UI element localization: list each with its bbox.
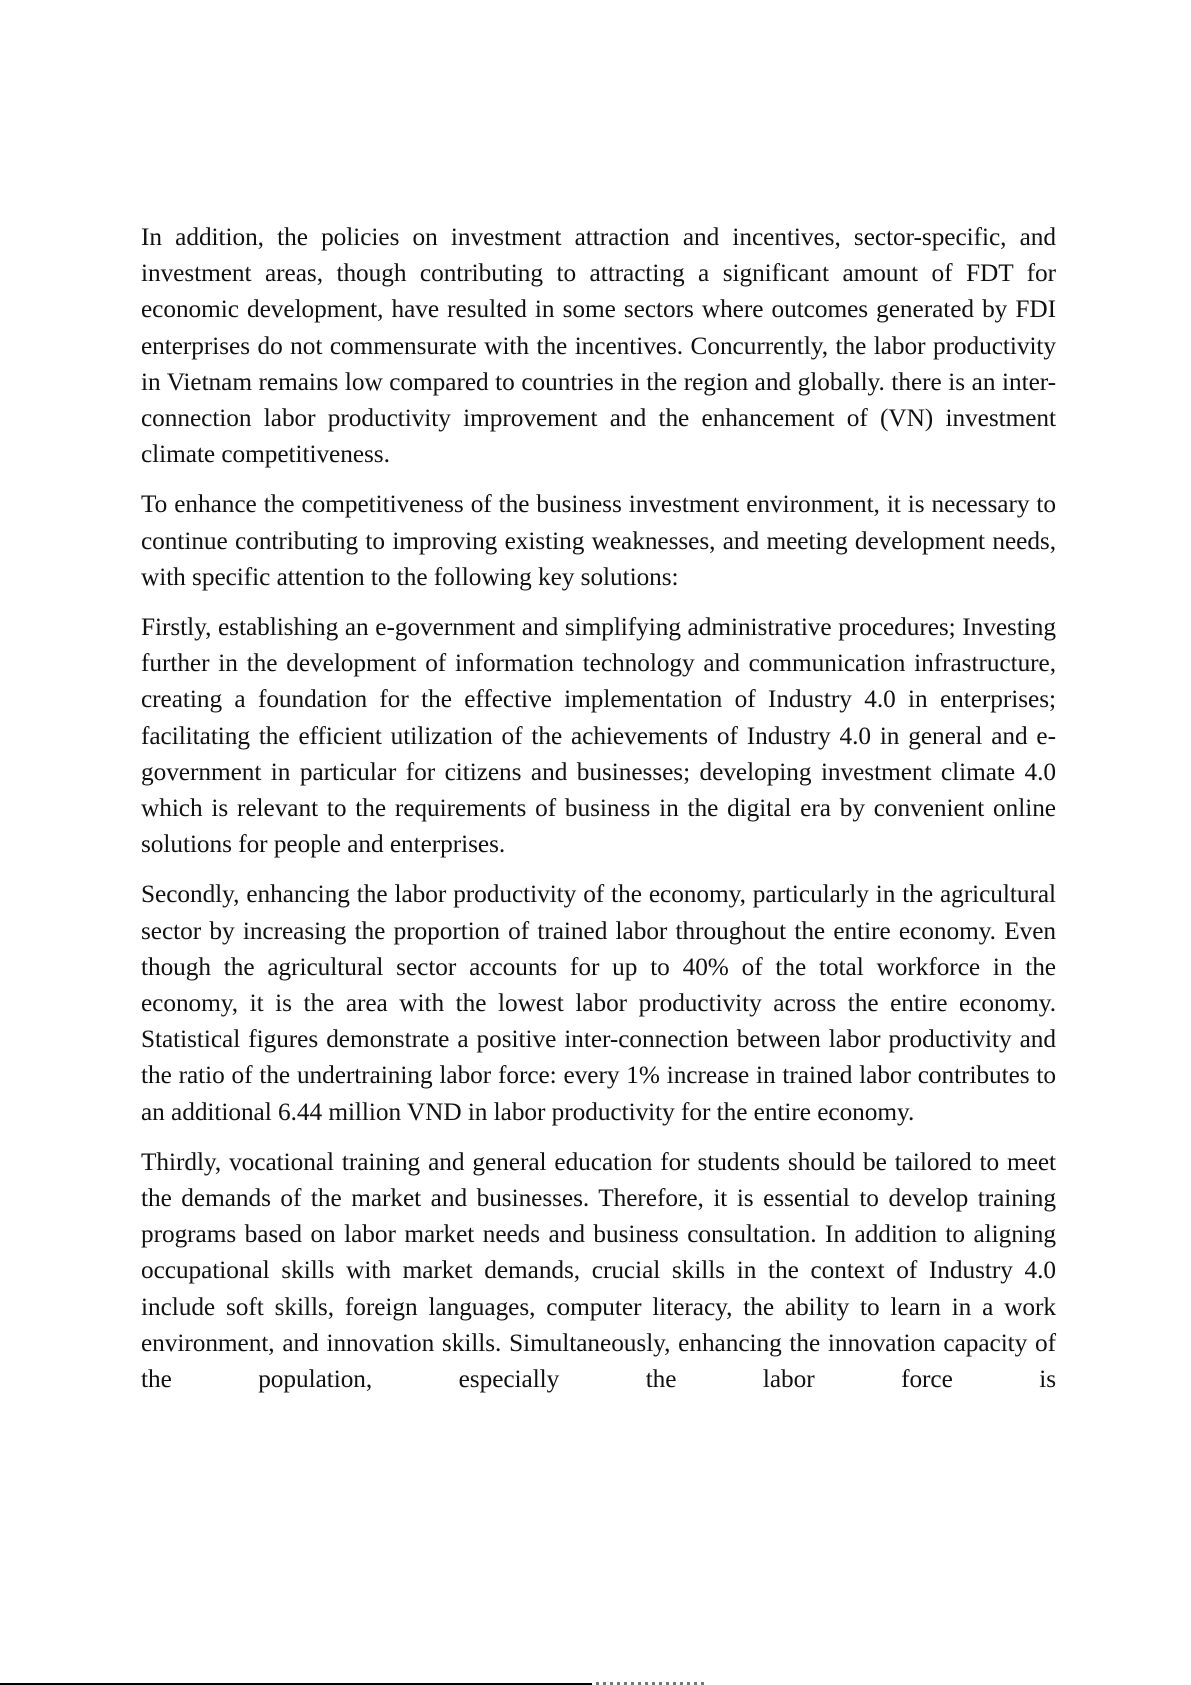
paragraph-investment-policies: In addition, the policies on investment attraction and incentives, sector-specific, and investment areas, though contributing to attracting a significant amount of FDT for economic development, have resulted in some sectors where outcomes generated by FDI enterprises do not commensurate with the incentives. Concurrently, the labor productivity in Vietnam remains low compared to countries in the region and globally. there is an inter-connection labor productivity improvement and the enhancement of (VN) investment climate competitiveness. [141, 223, 1056, 469]
document-page [141, 219, 1056, 1411]
paragraph-firstly-e-government: Firstly, establishing an e-government and simplifying administrative procedures; Investing further in the development of information technology and communication infrastructure, creating a foundation for the effective implementation of Industry 4.0 in enterprises; facilitating the efficient utilization of the achievements of Industry 4.0 in general and e-government in particular for citizens and businesses; developing investment climate 4.0 which is relevant to the requirements of business in the digital era by convenient online solutions for people and enterprises. [141, 613, 1056, 859]
paragraph-thirdly-vocational-training: Thirdly, vocational training and general education for students should be tailored to meet the demands of the market and businesses. Therefore, it is essential to develop training programs based on labor market needs and business consultation. In addition to aligning occupational skills with market demands, crucial skills in the context of Industry 4.0 include soft skills, foreign languages, computer literacy, the ability to learn in a work environment, and innovation skills. Simultaneously, enhancing the innovation capacity of the population, especially the labor force is [141, 1147, 1056, 1394]
paragraph-secondly-labor-productivity: Secondly, enhancing the labor productivity of the economy, particularly in the agricultural sector by increasing the proportion of trained labor throughout the entire economy. Even though the agricultural sector accounts for up to 40% of the total workforce in the economy, it is the area with the lowest labor productivity across the entire economy. Statistical figures demonstrate a positive inter-connection between labor productivity and the ratio of the undertraining labor force: every 1% increase in trained labor contributes to an additional 6.44 million VND in labor productivity for the entire economy. [141, 880, 1056, 1126]
paragraph-enhance-competitiveness: To enhance the competitiveness of the business investment environment, it is necessary to continue contributing to improving existing weaknesses, and meeting development needs, with specific attention to the following key solutions: [141, 490, 1056, 591]
